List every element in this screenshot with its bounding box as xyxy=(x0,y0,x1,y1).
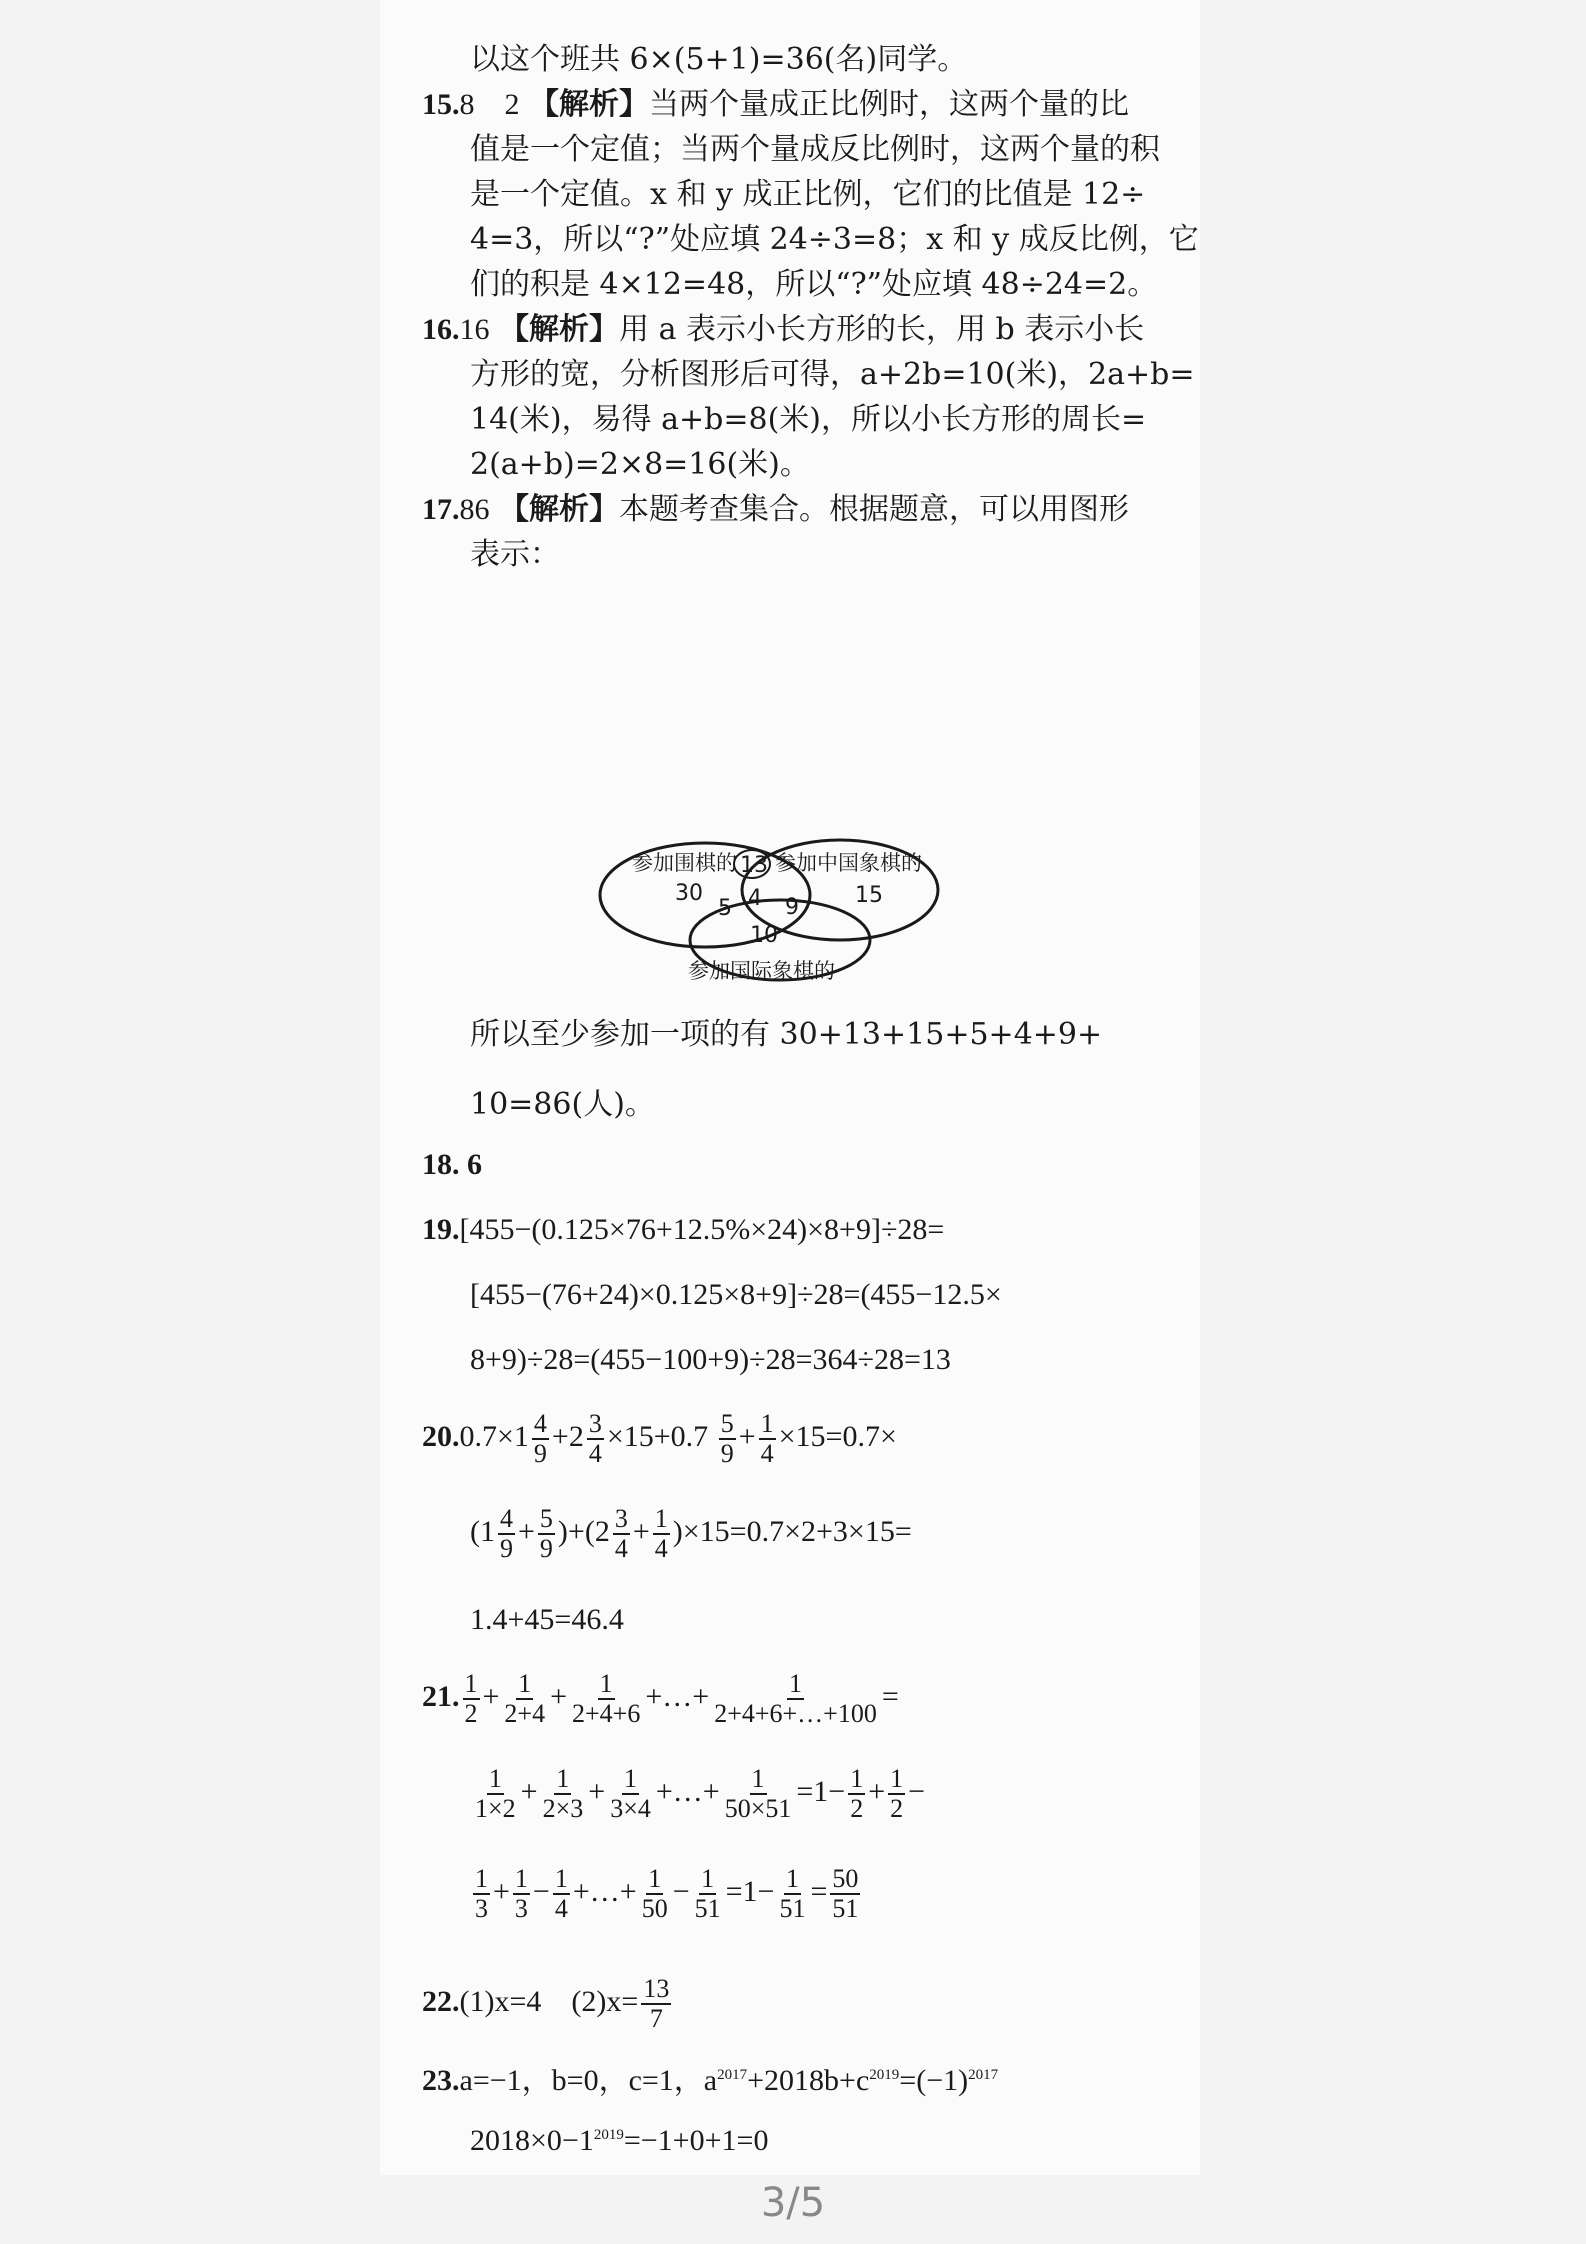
text: +2018b+c xyxy=(747,2064,870,2097)
fraction xyxy=(570,1670,642,1728)
text: = xyxy=(810,1874,828,1908)
denominator: 2 xyxy=(890,1794,904,1823)
denominator: 4 xyxy=(760,1439,774,1468)
numerator: 1 xyxy=(624,1764,638,1793)
fraction xyxy=(553,1865,570,1923)
text: +2 xyxy=(551,1419,584,1453)
numerator: 1 xyxy=(514,1864,528,1893)
text-line: 2(a+b)=2×8=16(米)。 xyxy=(470,447,810,482)
numerator: 1 xyxy=(789,1669,803,1698)
denominator: 2 xyxy=(464,1699,478,1728)
math-line xyxy=(470,2115,768,2161)
analysis-tag: 【解析】 xyxy=(529,87,650,122)
denominator: 9 xyxy=(539,1534,553,1563)
fraction xyxy=(463,1670,480,1728)
page-indicator: 3/5 xyxy=(760,2180,826,2226)
numerator: 5 xyxy=(720,1409,734,1438)
exponent: 2019 xyxy=(593,2127,624,2143)
numerator: 1 xyxy=(464,1669,478,1698)
fraction xyxy=(473,1765,518,1823)
numerator: 1 xyxy=(518,1669,532,1698)
venn-label-chess: 参加国际象棋的 xyxy=(688,959,835,983)
text: +…+ xyxy=(645,1679,710,1713)
denominator: 2 xyxy=(850,1794,864,1823)
denominator: 4 xyxy=(614,1534,628,1563)
fraction xyxy=(693,1865,723,1923)
denominator: 4 xyxy=(654,1534,668,1563)
math-line xyxy=(470,1505,912,1563)
venn-value-13: 13 xyxy=(740,853,768,878)
text-line: 14(米)，易得 a+b=8(米)，所以小长方形的周长= xyxy=(470,402,1147,437)
fraction xyxy=(473,1865,490,1923)
denominator: 4 xyxy=(588,1439,602,1468)
fraction xyxy=(723,1765,794,1823)
numerator: 4 xyxy=(533,1409,547,1438)
text: 当两个量成正比例时，这两个量的比 xyxy=(649,87,1130,122)
text-line: 方形的宽，分析图形后可得，a+2b=10(米)，2a+b= xyxy=(470,357,1195,392)
analysis-tag: 【解析】 xyxy=(499,492,620,527)
text-line: 10=86(人)。 xyxy=(470,1087,655,1122)
venn-label-weiqi: 参加围棋的 xyxy=(632,851,737,875)
question-number: 16. xyxy=(422,313,460,346)
text: 用 a 表示小长方形的长，用 b 表示小长 xyxy=(619,312,1145,347)
venn-value-15: 15 xyxy=(855,883,883,908)
text: a=−1，b=0，c=1，a xyxy=(459,2064,718,2097)
fraction xyxy=(830,1865,860,1923)
fraction xyxy=(712,1670,879,1728)
fraction xyxy=(502,1670,547,1728)
denominator: 9 xyxy=(720,1439,734,1468)
fraction xyxy=(587,1410,604,1468)
fraction xyxy=(653,1505,670,1563)
text: )+(2 xyxy=(557,1514,610,1548)
math-line xyxy=(470,1865,863,1923)
text: + xyxy=(518,1514,535,1548)
numerator: 5 xyxy=(539,1504,553,1533)
denominator: 3 xyxy=(514,1894,528,1923)
text: ×15+0.7 xyxy=(606,1419,709,1453)
denominator: 1×2 xyxy=(475,1794,516,1823)
fraction xyxy=(641,1975,671,2033)
text: =(−1) xyxy=(899,2064,969,2097)
question-number: 19. xyxy=(422,1213,460,1246)
text-line: 8+9)÷28=(455−100+9)÷28=364÷28=13 xyxy=(470,1343,951,1376)
venn-diagram xyxy=(590,820,1050,1000)
denominator: 51 xyxy=(832,1894,859,1923)
venn-value-9: 9 xyxy=(785,895,799,920)
answer: 86 xyxy=(459,493,490,526)
denominator: 51 xyxy=(694,1894,721,1923)
question-number: 22. xyxy=(422,1984,460,2018)
text: = xyxy=(881,1679,899,1713)
text: (1 xyxy=(470,1514,495,1548)
question-20 xyxy=(422,1410,897,1468)
analysis-tag: 【解析】 xyxy=(499,312,620,347)
text: 0.7×1 xyxy=(459,1419,529,1453)
text: )×15=0.7×2+3×15= xyxy=(672,1514,912,1548)
text: ×15=0.7× xyxy=(778,1419,897,1453)
text-line: 4=3，所以“?”处应填 24÷3=8；x 和 y 成反比例，它 xyxy=(470,222,1199,257)
text: + xyxy=(588,1774,606,1808)
text-line: 们的积是 4×12=48，所以“?”处应填 48÷24=2。 xyxy=(470,267,1158,302)
numerator: 1 xyxy=(554,1864,568,1893)
question-21 xyxy=(422,1670,899,1728)
fraction xyxy=(498,1505,515,1563)
numerator: 4 xyxy=(500,1504,513,1533)
fraction xyxy=(759,1410,776,1468)
numerator: 1 xyxy=(701,1864,715,1893)
text: + xyxy=(868,1774,886,1808)
denominator: 2+4+6 xyxy=(572,1699,641,1728)
numerator: 50 xyxy=(832,1864,859,1893)
exponent: 2017 xyxy=(968,2067,999,2083)
answer: 16 xyxy=(459,313,490,346)
text: 2018×0−1 xyxy=(470,2124,594,2157)
text: +…+ xyxy=(572,1874,637,1908)
text-line: 所以至少参加一项的有 30+13+15+5+4+9+ xyxy=(470,1017,1103,1052)
question-number: 15. xyxy=(422,88,460,121)
text-line: 1.4+45=46.4 xyxy=(470,1603,624,1636)
text: − xyxy=(672,1874,690,1908)
text: [455−(0.125×76+12.5%×24)×8+9]÷28= xyxy=(459,1213,945,1246)
question-16 xyxy=(422,310,1144,350)
fraction xyxy=(848,1765,865,1823)
text: 本题考查集合。根据题意，可以用图形 xyxy=(619,492,1130,527)
fraction xyxy=(777,1865,807,1923)
question-number: 20. xyxy=(422,1419,460,1453)
fraction xyxy=(513,1865,530,1923)
text-line: 是一个定值。x 和 y 成正比例，它们的比值是 12÷ xyxy=(470,177,1146,212)
text: + xyxy=(738,1419,756,1453)
text: + xyxy=(550,1679,568,1713)
denominator: 2×3 xyxy=(542,1794,584,1823)
fraction xyxy=(532,1410,549,1468)
denominator: 2+4+6+…+100 xyxy=(714,1699,877,1728)
answer: 8 2 xyxy=(459,88,520,121)
question-18: 18. 6 xyxy=(422,1148,482,1181)
numerator: 1 xyxy=(760,1409,774,1438)
numerator: 1 xyxy=(475,1864,488,1893)
question-17 xyxy=(422,490,1129,530)
text-line: [455−(76+24)×0.125×8+9]÷28=(455−12.5× xyxy=(470,1278,1002,1311)
text: =−1+0+1=0 xyxy=(623,2124,769,2157)
numerator: 1 xyxy=(648,1864,662,1893)
text: + xyxy=(520,1774,538,1808)
text: + xyxy=(493,1874,510,1908)
fraction xyxy=(888,1765,905,1823)
text: =1− xyxy=(796,1774,846,1808)
text: +…+ xyxy=(655,1774,720,1808)
text-line: 表示： xyxy=(470,537,560,572)
numerator: 13 xyxy=(643,1974,670,2003)
fraction xyxy=(640,1865,670,1923)
text: + xyxy=(482,1679,500,1713)
numerator: 3 xyxy=(588,1409,602,1438)
text-line: 值是一个定值；当两个量成反比例时，这两个量的积 xyxy=(470,132,1160,167)
text: (1)x=4 (2)x= xyxy=(459,1984,639,2018)
denominator: 9 xyxy=(500,1534,513,1563)
exponent: 2017 xyxy=(717,2067,748,2083)
denominator: 7 xyxy=(649,2004,663,2033)
numerator: 1 xyxy=(599,1669,613,1698)
numerator: 3 xyxy=(614,1504,628,1533)
exponent: 2019 xyxy=(869,2067,900,2083)
venn-value-30: 30 xyxy=(675,881,703,906)
denominator: 3×4 xyxy=(610,1794,651,1823)
denominator: 50 xyxy=(641,1894,668,1923)
question-22 xyxy=(422,1975,674,2033)
numerator: 1 xyxy=(890,1764,904,1793)
numerator: 1 xyxy=(751,1764,765,1793)
text-line: 以这个班共 6×(5+1)=36(名)同学。 xyxy=(470,42,968,77)
fraction xyxy=(613,1505,630,1563)
numerator: 1 xyxy=(785,1864,799,1893)
text: =1− xyxy=(725,1874,775,1908)
numerator: 1 xyxy=(850,1764,864,1793)
denominator: 2+4 xyxy=(504,1699,546,1728)
question-23 xyxy=(422,2055,998,2101)
question-number: 21. xyxy=(422,1679,460,1713)
text: + xyxy=(632,1514,650,1548)
text: − xyxy=(908,1774,926,1808)
denominator: 4 xyxy=(554,1894,568,1923)
question-15 xyxy=(422,85,1129,125)
denominator: 51 xyxy=(779,1894,806,1923)
question-19 xyxy=(422,1210,944,1250)
denominator: 3 xyxy=(475,1894,488,1923)
venn-value-4: 4 xyxy=(748,886,762,911)
denominator: 50×51 xyxy=(724,1794,792,1823)
venn-value-5: 5 xyxy=(718,896,732,921)
numerator: 1 xyxy=(488,1764,502,1793)
question-number: 23. xyxy=(422,2064,460,2097)
fraction xyxy=(719,1410,736,1468)
fraction xyxy=(538,1505,555,1563)
venn-value-10: 10 xyxy=(750,923,778,948)
text: − xyxy=(532,1874,550,1908)
math-line xyxy=(470,1765,925,1823)
venn-label-chinese-chess: 参加中国象棋的 xyxy=(775,851,922,875)
fraction xyxy=(608,1765,653,1823)
numerator: 1 xyxy=(556,1764,570,1793)
denominator: 9 xyxy=(533,1439,547,1468)
fraction xyxy=(541,1765,586,1823)
question-number: 17. xyxy=(422,493,460,526)
numerator: 1 xyxy=(654,1504,668,1533)
